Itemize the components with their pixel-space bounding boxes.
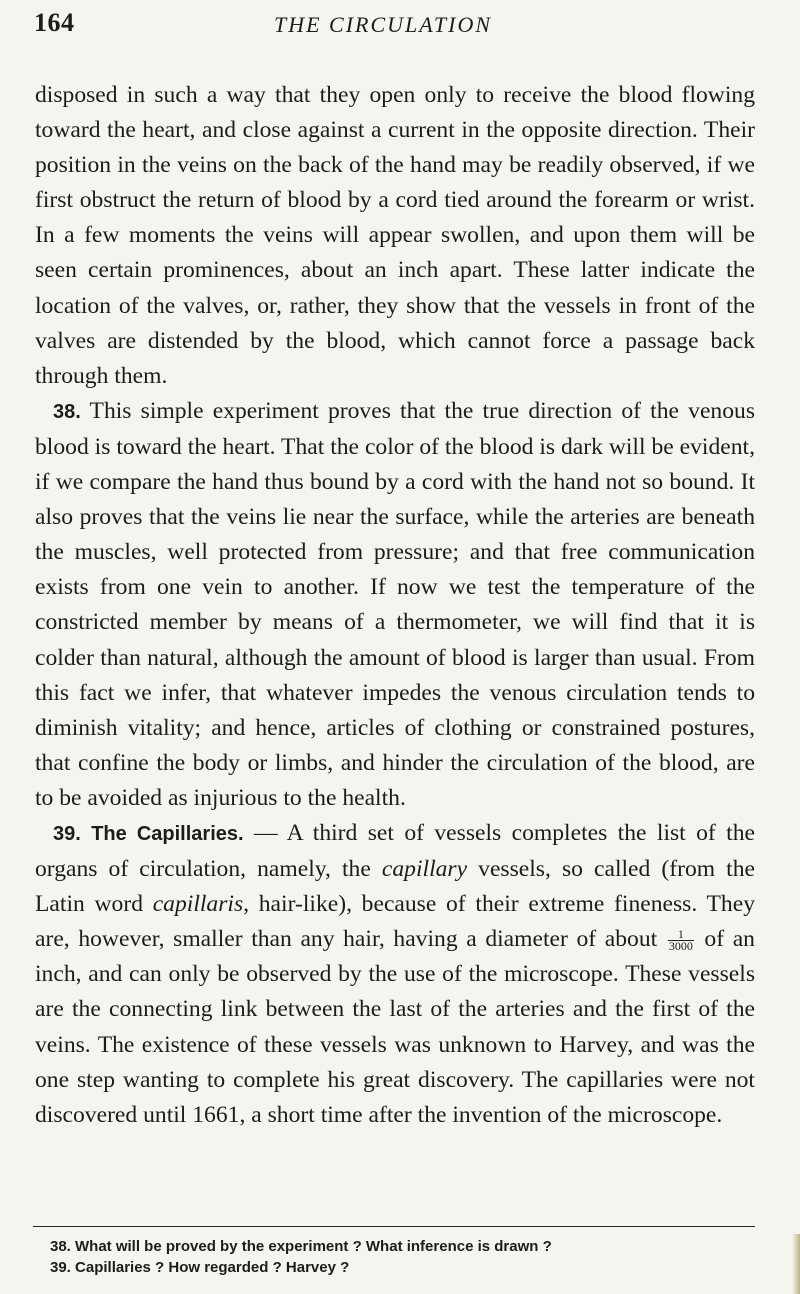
question-39: 39. Capillaries ? How regarded ? Harvey ?	[50, 1259, 350, 1276]
running-title: THE CIRCULATION	[274, 12, 493, 37]
question-38: 38. What will be proved by the experiment ? What inference is drawn ?	[50, 1238, 552, 1255]
page-edge-mark	[792, 1234, 800, 1294]
section-number-38: 38.	[53, 400, 81, 423]
page-header	[34, 8, 740, 42]
paragraph-38: 38. This simple experiment proves that the true direction of the venous blood is toward the heart. That the color of the blood is dark will be evident, if we compare the hand thus bound by a cord with the hand not so bound. It also proves that the veins lie near the surface, while the arteries are beneath the muscles, well protected from pressure; and that free communication exists from one vein to another. If now we test the temperature of the constricted member by means of a thermometer, we will find that it is colder than natural, although the amount of blood is larger than usual. From this fact we infer, that whatever impedes the venous circulation tends to diminish vitality; and hence, articles of clothing or constrained postures, that confine the body or limbs, and hinder the circulation of the blood, are to be avoided as injurious to the health.	[35, 397, 755, 811]
page-number: 164	[34, 8, 75, 37]
section-number-39: 39.	[53, 822, 81, 845]
footnote-divider	[33, 1226, 755, 1227]
paragraph-39: 39. The Capillaries. — A third set of vessels completes the list of the organs of circulation, namely, the capillary vessels, so called (from the Latin word capillaris, hair-like), because of their extreme fineness. They are, however, smaller than any hair, having a diameter of about $\frac{1}{3000}$ of an inch, and can only be observed by the use of the microscope. These vessels are the connecting link between the last of the arteries and the first of the veins. The existence of these vessels was unknown to Harvey, and was the one step wanting to complete his great discovery. The capillaries were not discovered until 1661, a short time after the invention of the microscope.	[35, 819, 756, 1128]
paragraph-continued: disposed in such a way that they open only to receive the blood flowing toward the heart, and close against a current in the opposite direction. Their position in the veins on the back of the hand may be readily observed, if we first obstruct the return of blood by a cord tied around the forearm or wrist. In a few moments the veins will appear swollen, and upon them will be seen certain prominences, about an inch apart. These latter indicate the location of the valves, or, rather, they show that the vessels in front of the valves are distended by the blood, which cannot force a passage back through them.	[35, 82, 755, 389]
emphasis-capillaris: capillaris	[152, 891, 244, 918]
emphasis-capillary: capillary	[381, 856, 468, 883]
fraction: $\frac{1}{3000}$	[668, 927, 693, 954]
section-title-capillaries: The Capillaries.	[91, 822, 244, 845]
review-questions	[50, 1236, 552, 1278]
body-text	[35, 78, 755, 1133]
